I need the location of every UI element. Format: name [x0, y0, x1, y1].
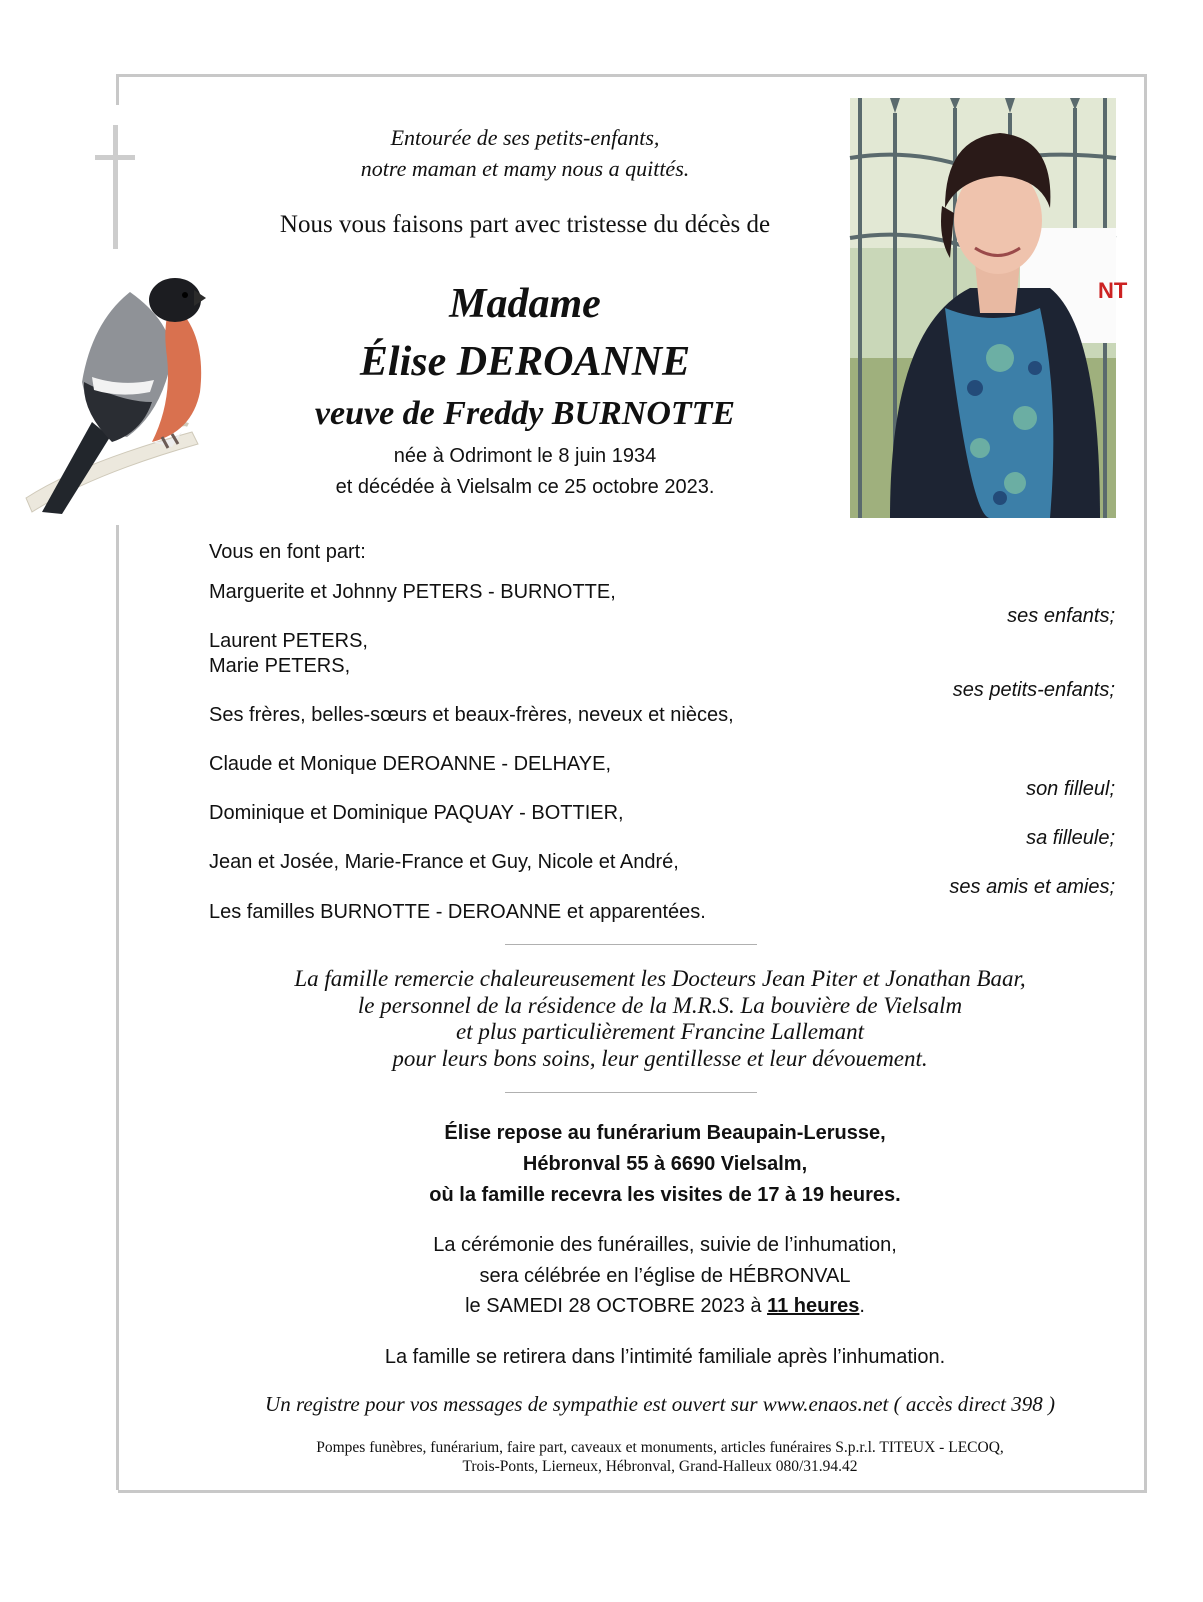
- separator: [505, 944, 757, 945]
- deceased-portrait-photo: [850, 98, 1128, 518]
- birth-info: née à Odrimont le 8 juin 1934: [393, 445, 657, 467]
- thanks-paragraph: [200, 966, 1120, 1072]
- family-heading: Vous en font part:: [209, 541, 366, 563]
- funerarium-info: [330, 1118, 1000, 1211]
- cross-icon-bar: [95, 155, 135, 160]
- funerarium-line: Élise repose au funérarium Beaupain-Lerusse,: [444, 1122, 886, 1144]
- family-relation: ses petits-enfants;: [952, 679, 1115, 701]
- family-line: Claude et Monique DEROANNE - DELHAYE,: [209, 753, 612, 775]
- family-line: Marie PETERS,: [209, 655, 351, 677]
- ceremony-line: La cérémonie des funérailles, suivie de l’inhumation,: [433, 1234, 897, 1256]
- thanks-line: pour leurs bons soins, leur gentillesse et leur dévouement.: [392, 1045, 928, 1071]
- family-line: Marguerite et Johnny PETERS - BURNOTTE,: [209, 581, 616, 603]
- family-line: Jean et Josée, Marie-France et Guy, Nicole et André,: [209, 851, 679, 873]
- cross-icon: [113, 125, 118, 249]
- retire-notice: La famille se retirera dans l’intimité familiale après l’inhumation.: [384, 1346, 946, 1368]
- registry-notice: Un registre pour vos messages de sympathie est ouvert sur www.enaos.net ( accès direct 398 ): [265, 1392, 1055, 1416]
- thanks-line: le personnel de la résidence de la M.R.S. La bouvière de Vielsalm: [357, 992, 963, 1018]
- funerarium-line: Hébronval 55 à 6690 Vielsalm,: [522, 1153, 808, 1175]
- announcement: Nous vous faisons part avec tristesse du décès de: [279, 211, 771, 238]
- deceased-widow-of: veuve de Freddy BURNOTTE: [314, 395, 736, 432]
- funeral-home-footer: [160, 1438, 1160, 1476]
- family-line: Les familles BURNOTTE - DEROANNE et apparentées.: [209, 901, 706, 923]
- deceased-name: Élise DEROANNE: [359, 339, 691, 385]
- death-info: et décédée à Vielsalm ce 25 octobre 2023.: [335, 476, 715, 498]
- family-relation: ses amis et amies;: [949, 876, 1115, 898]
- thanks-line: La famille remercie chaleureusement les Docteurs Jean Piter et Jonathan Baar,: [294, 966, 1026, 991]
- footer-line: Trois-Ponts, Lierneux, Hébronval, Grand-Halleux 080/31.94.42: [462, 1458, 858, 1475]
- family-relation: sa filleule;: [1026, 827, 1115, 849]
- footer-line: Pompes funèbres, funérarium, faire part, caveaux et monuments, articles funéraires S.p.r.l. TITEUX - LECOQ,: [316, 1439, 1004, 1456]
- ceremony-line: sera célébrée en l’église de HÉBRONVAL: [479, 1264, 851, 1287]
- family-line: Dominique et Dominique PAQUAY - BOTTIER,: [209, 802, 624, 824]
- frame-left-edge-bottom: [116, 525, 119, 1490]
- ceremony-info: [330, 1230, 1000, 1322]
- bullfinch-bird-illustration: [22, 262, 207, 520]
- funerarium-line: où la famille recevra les visites de 17 à 19 heures.: [429, 1184, 901, 1206]
- ceremony-date-line: [330, 1291, 1000, 1322]
- ceremony-time: 11 heures: [767, 1295, 860, 1317]
- family-relation: ses enfants;: [1007, 605, 1115, 627]
- intro-line: Entourée de ses petits-enfants,: [390, 125, 660, 150]
- deceased-title: Madame: [449, 281, 601, 327]
- thanks-line: et plus particulièrement Francine Lallemant: [456, 1019, 864, 1044]
- ceremony-date-suffix: .: [859, 1295, 865, 1317]
- frame-left-edge-top: [116, 74, 119, 105]
- family-line: Ses frères, belles-sœurs et beaux-frères, neveux et nièces,: [209, 704, 734, 726]
- photo-sign-text: NT: [1098, 278, 1128, 303]
- family-line: Laurent PETERS,: [209, 630, 368, 652]
- separator: [505, 1092, 757, 1093]
- family-relation: son filleul;: [1026, 778, 1115, 800]
- intro-line: notre maman et mamy nous a quittés.: [360, 156, 690, 181]
- intro-text: [300, 122, 750, 184]
- ceremony-date: le SAMEDI 28 OCTOBRE 2023 à: [465, 1295, 768, 1317]
